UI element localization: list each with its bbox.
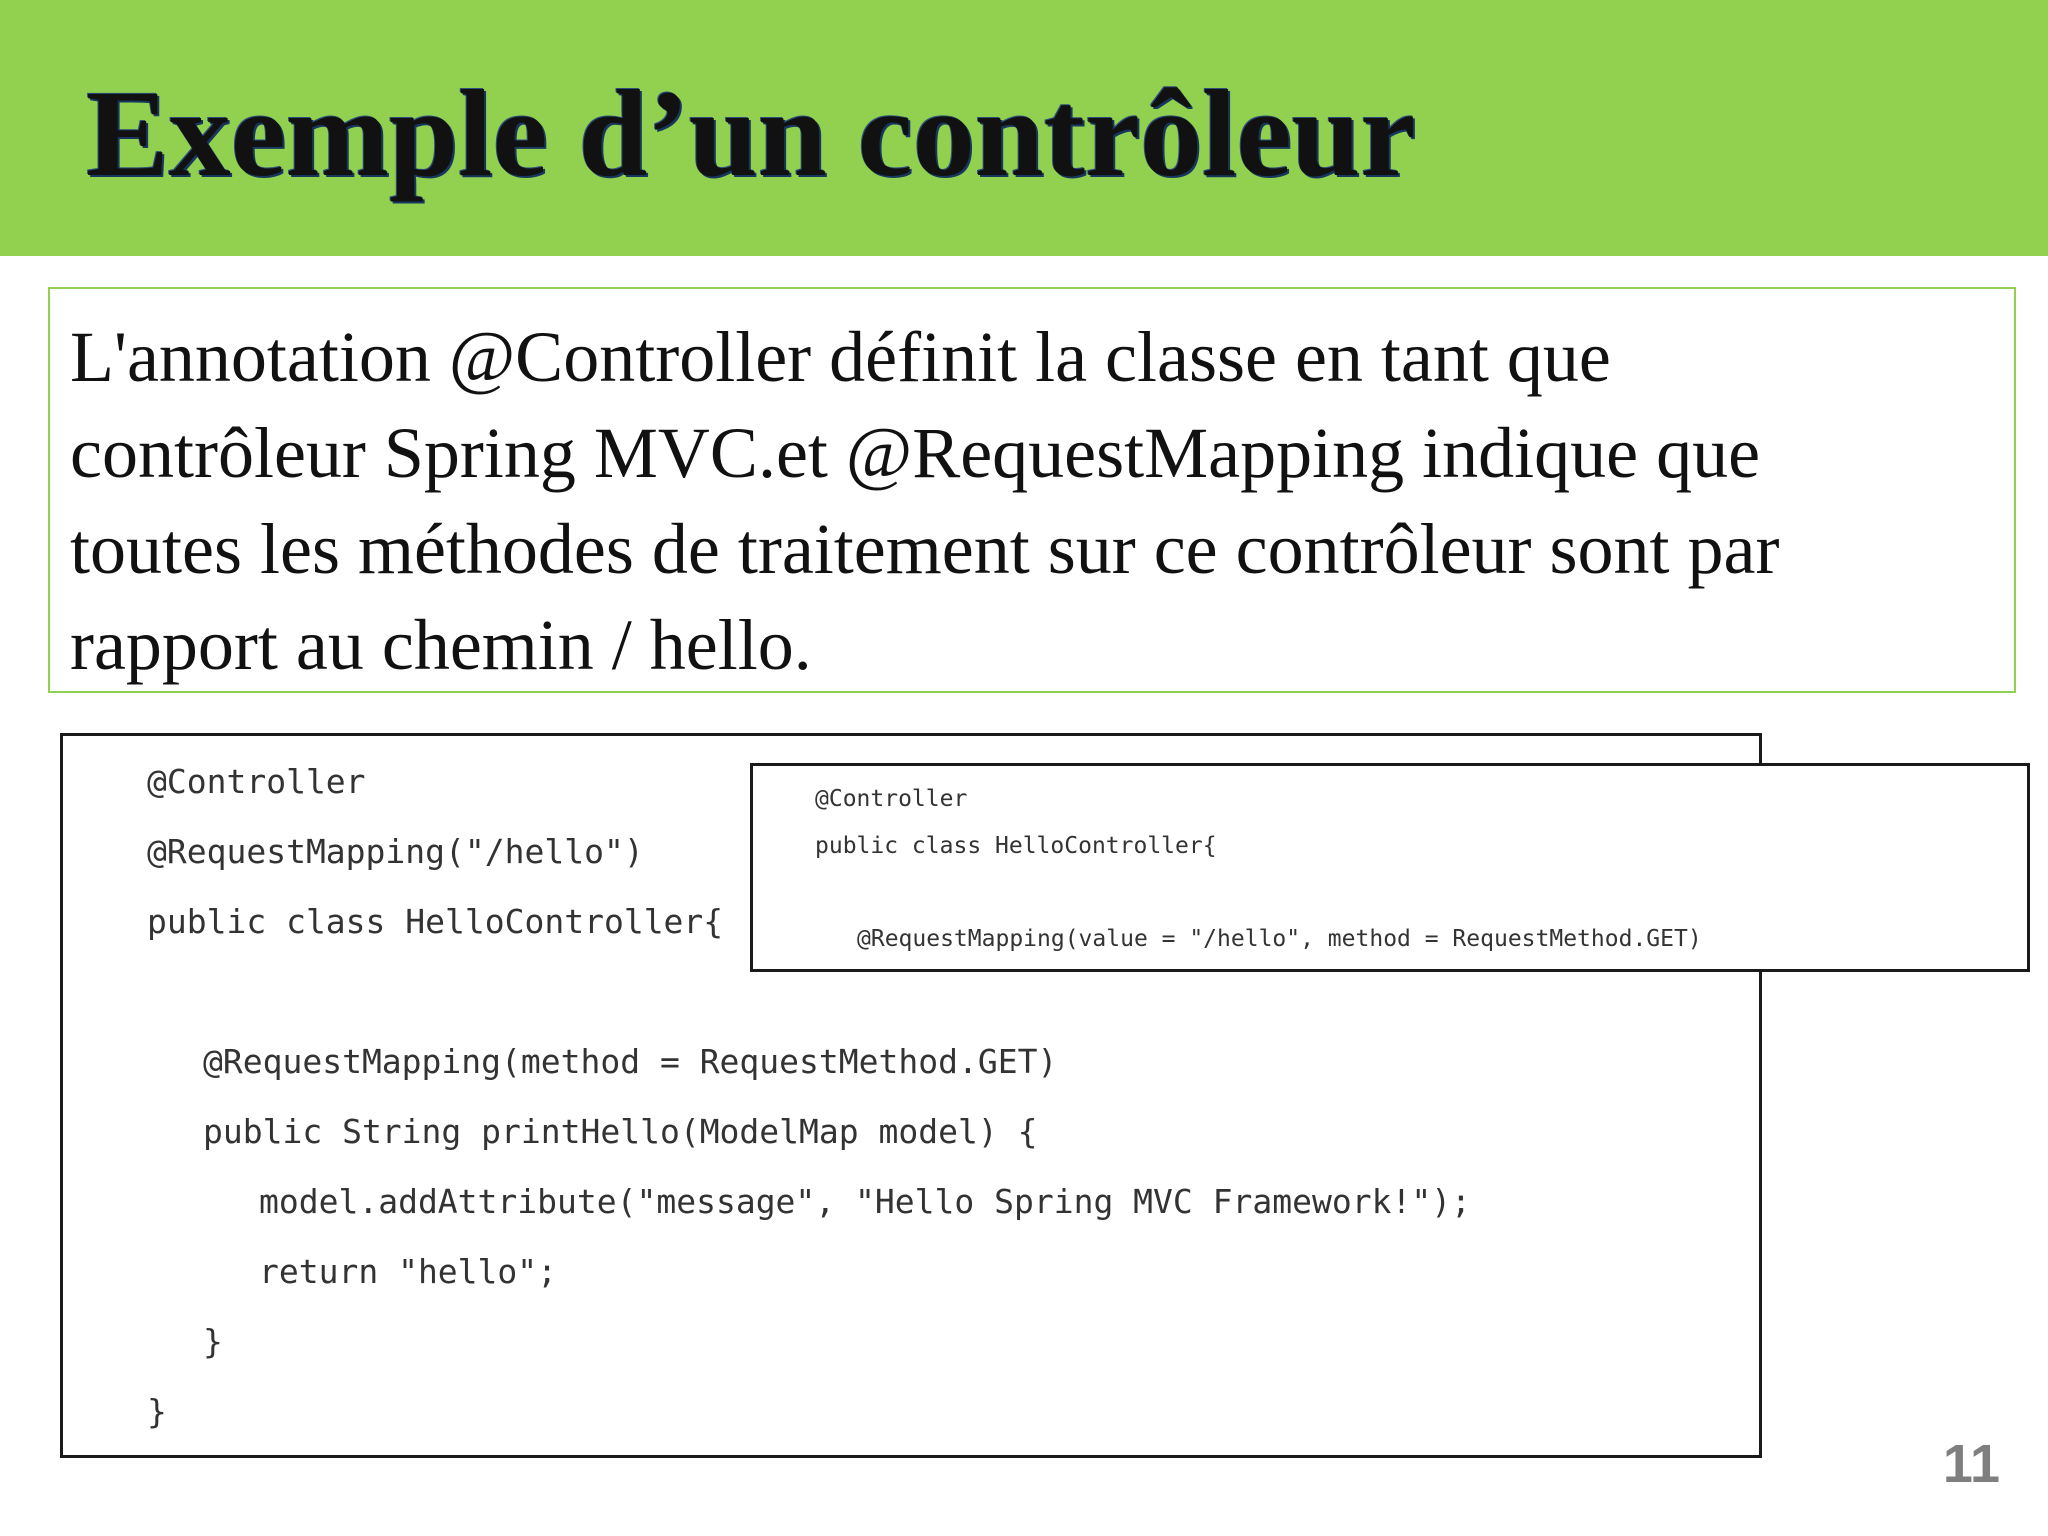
code-line: return "hello"; [259,1252,558,1291]
code-line: public String printHello(ModelMap model) { [203,1112,1038,1151]
code-screenshot-overlay [750,763,2030,972]
slide-title: Exemple d’un contrôleur [86,65,1416,202]
code-line: @RequestMapping("/hello") [147,832,644,871]
code-line: } [147,1392,167,1431]
code-line: public class HelloController{ [815,833,1217,859]
code-line: @Controller [147,762,366,801]
description-line: contrôleur Spring MVC.et @RequestMapping indique que [70,413,1761,493]
code-line: @RequestMapping(value = "/hello", method = RequestMethod.GET) [857,926,1702,952]
code-line: @RequestMapping(method = RequestMethod.GET) [203,1042,1058,1081]
description-box [48,287,2016,693]
description-line: toutes les méthodes de traitement sur ce contrôleur sont par [70,509,1780,589]
code-line: @Controller [815,786,968,812]
code-line: public class HelloController{ [147,902,724,941]
description-line: rapport au chemin / hello. [70,605,812,685]
page-number: 11 [1942,1434,2000,1494]
code-line: } [203,1322,223,1361]
description-line: L'annotation @Controller définit la classe en tant que [70,317,1611,397]
code-line: model.addAttribute("message", "Hello Spring MVC Framework!"); [259,1182,1471,1221]
